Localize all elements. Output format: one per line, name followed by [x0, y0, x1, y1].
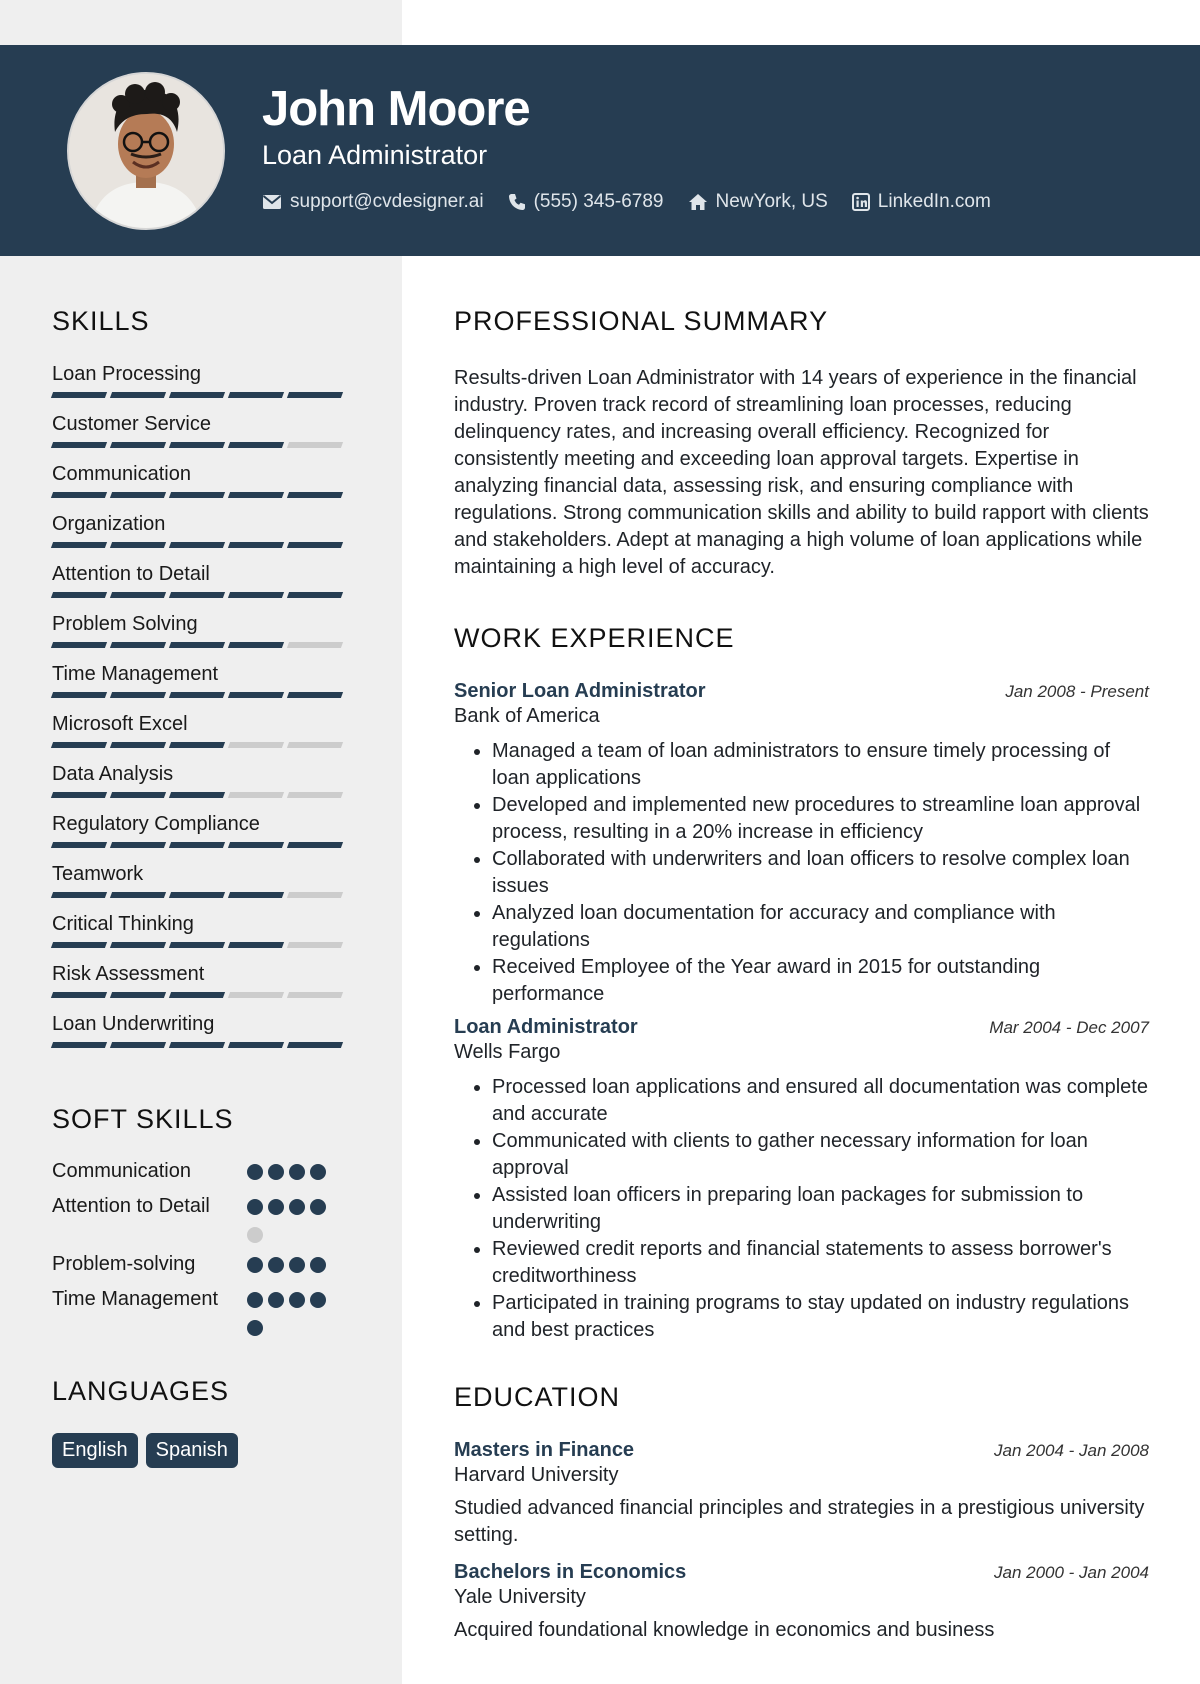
skill-level-segment [287, 942, 343, 948]
skill-level-segment [228, 792, 284, 798]
contact-phone[interactable] [508, 191, 664, 213]
job-list [454, 680, 1149, 1344]
skill-item [52, 512, 362, 562]
education-entry [454, 1439, 1149, 1549]
contact-email-text: support@cvdesigner.ai [290, 191, 484, 212]
skill-level-segment [110, 942, 166, 948]
job-bullet: • Processed loan applications and ensured all documentation was complete and accurate [492, 1074, 1149, 1128]
skill-level-segment [51, 742, 107, 748]
job-bullets [454, 1074, 1149, 1344]
soft-skills-heading: SOFT SKILLS [52, 1104, 234, 1134]
rating-dot [310, 1257, 326, 1273]
soft-skill-rating [247, 1158, 329, 1180]
skill-level-segment [228, 592, 284, 598]
skill-level-segment [169, 1042, 225, 1048]
soft-skill-item [52, 1158, 362, 1185]
skill-level-segment [51, 1042, 107, 1048]
skill-level-bar [52, 692, 362, 698]
language-badge: Spanish [146, 1433, 238, 1468]
school-name: Harvard University [454, 1464, 619, 1486]
skill-name: Risk Assessment [52, 963, 205, 985]
job-bullet: • Communicated with clients to gather necessary information for loan approval [492, 1128, 1149, 1182]
skill-level-segment [110, 642, 166, 648]
education-dates: Jan 2004 - Jan 2008 [993, 1441, 1149, 1460]
skill-level-segment [287, 1042, 343, 1048]
skill-name: Organization [52, 513, 166, 535]
education-header [454, 1561, 1149, 1584]
skill-level-segment [169, 892, 225, 898]
skill-level-segment [51, 392, 107, 398]
job-bullet: • Assisted loan officers in preparing loan packages for submission to underwriting [492, 1182, 1149, 1236]
skill-level-segment [169, 842, 225, 848]
skill-level-segment [287, 642, 343, 648]
skill-level-segment [228, 942, 284, 948]
school-name: Yale University [454, 1586, 586, 1608]
job-bullet: • Developed and implemented new procedures to streamline loan approval process, resulting in a 20% increase in efficiency [492, 792, 1149, 846]
job-title: Senior Loan Administrator [454, 680, 706, 702]
skill-level-bar [52, 592, 362, 598]
skill-level-segment [287, 542, 343, 548]
education-section [454, 1382, 1149, 1644]
skill-level-segment [51, 792, 107, 798]
job-bullet: • Analyzed loan documentation for accuracy and compliance with regulations [492, 900, 1149, 954]
skill-level-segment [110, 792, 166, 798]
rating-dot [310, 1292, 326, 1308]
skill-level-segment [228, 692, 284, 698]
skill-level-segment [228, 442, 284, 448]
skill-level-bar [52, 992, 362, 998]
skill-item [52, 362, 362, 412]
skill-level-segment [51, 492, 107, 498]
skill-level-bar [52, 492, 362, 498]
experience-heading: WORK EXPERIENCE [454, 623, 735, 653]
skill-level-bar [52, 742, 362, 748]
skill-level-segment [228, 742, 284, 748]
skill-level-segment [228, 392, 284, 398]
phone-icon [508, 193, 526, 211]
skill-level-bar [52, 892, 362, 898]
skill-item [52, 862, 362, 912]
skill-level-segment [287, 392, 343, 398]
skill-name: Critical Thinking [52, 913, 194, 935]
skill-level-segment [287, 592, 343, 598]
job-bullet: • Participated in training programs to stay updated on industry regulations and best practices [492, 1290, 1149, 1344]
job-dates: Jan 2008 - Present [1005, 682, 1149, 701]
skill-level-segment [169, 942, 225, 948]
skill-level-segment [110, 392, 166, 398]
skill-item [52, 612, 362, 662]
contact-list [262, 191, 991, 213]
summary-heading: PROFESSIONAL SUMMARY [454, 306, 829, 336]
skill-level-segment [51, 692, 107, 698]
skill-level-segment [169, 742, 225, 748]
candidate-role: Loan Administrator [262, 140, 488, 170]
skill-level-segment [51, 542, 107, 548]
skill-item [52, 662, 362, 712]
languages-list [52, 1433, 362, 1468]
summary-text: Results-driven Loan Administrator with 14 years of experience in the financial industry. Proven track record of streamlining loan processes, reducing delinquency rates, and increasing overall efficiency. Recognized for consistently meeting and exceeding loan approval targets. Expertise in analyzing financial data, assessing risk, and ensuring compliance with regulations. Strong communication skills and ability to build rapport with clients and stakeholders. Adept at managing a high volume of loan applications while maintaining a high level of accuracy. [454, 367, 1149, 578]
skill-level-segment [287, 842, 343, 848]
skill-level-segment [110, 742, 166, 748]
skill-level-bar [52, 1042, 362, 1048]
soft-skill-rating [247, 1251, 329, 1273]
skill-level-segment [287, 792, 343, 798]
skill-level-segment [228, 842, 284, 848]
education-entry [454, 1561, 1149, 1644]
contact-location-text: NewYork, US [715, 191, 828, 212]
degree-title: Masters in Finance [454, 1439, 635, 1461]
skill-level-segment [169, 792, 225, 798]
skill-name: Data Analysis [52, 763, 174, 785]
resume-header [0, 45, 1200, 256]
job-dates: Mar 2004 - Dec 2007 [989, 1018, 1149, 1037]
job-header [454, 1016, 1149, 1039]
skill-level-bar [52, 842, 362, 848]
skill-level-segment [287, 492, 343, 498]
skill-level-segment [51, 942, 107, 948]
skill-level-segment [51, 642, 107, 648]
job-header [454, 680, 1149, 703]
skill-level-segment [169, 592, 225, 598]
skill-level-segment [51, 442, 107, 448]
linkedin-icon [852, 193, 870, 211]
skill-level-segment [110, 592, 166, 598]
soft-skill-item [52, 1251, 362, 1278]
rating-dot [247, 1199, 263, 1215]
soft-skills-list [52, 1158, 362, 1336]
skill-level-bar [52, 392, 362, 398]
skill-level-segment [51, 892, 107, 898]
rating-dot [310, 1164, 326, 1180]
candidate-name: John Moore [262, 82, 530, 136]
contact-linkedin[interactable] [852, 191, 991, 213]
skill-name: Problem Solving [52, 613, 198, 635]
rating-dot [268, 1164, 284, 1180]
skill-name: Microsoft Excel [52, 713, 188, 735]
skill-name: Customer Service [52, 413, 211, 435]
job-bullet: • Managed a team of loan administrators to ensure timely processing of loan applications [492, 738, 1149, 792]
skill-name: Communication [52, 463, 191, 485]
rating-dot [289, 1199, 305, 1215]
job-company: Bank of America [454, 705, 600, 727]
skill-name: Attention to Detail [52, 563, 210, 585]
education-heading: EDUCATION [454, 1382, 621, 1412]
skill-item [52, 1012, 362, 1062]
job-entry [454, 680, 1149, 1008]
soft-skill-item [52, 1286, 362, 1336]
skill-level-segment [51, 992, 107, 998]
skill-item [52, 412, 362, 462]
rating-dot [289, 1164, 305, 1180]
skill-level-segment [110, 992, 166, 998]
contact-email[interactable] [262, 191, 484, 213]
envelope-icon [262, 194, 282, 210]
skill-level-bar [52, 442, 362, 448]
skill-level-segment [110, 542, 166, 548]
skill-level-segment [169, 992, 225, 998]
soft-skill-name: Time Management [52, 1288, 218, 1310]
job-title: Loan Administrator [454, 1016, 638, 1038]
skill-name: Loan Underwriting [52, 1013, 215, 1035]
rating-dot [289, 1292, 305, 1308]
skill-level-segment [287, 742, 343, 748]
rating-dot [247, 1257, 263, 1273]
job-bullet: • Received Employee of the Year award in 2015 for outstanding performance [492, 954, 1149, 1008]
skill-level-segment [169, 542, 225, 548]
skill-level-segment [110, 442, 166, 448]
rating-dot [310, 1199, 326, 1215]
avatar [67, 72, 225, 230]
job-bullets [454, 738, 1149, 1008]
home-icon [688, 193, 708, 211]
skill-level-segment [110, 842, 166, 848]
contact-location[interactable] [688, 191, 828, 213]
education-description: Studied advanced financial principles and strategies in a prestigious university setting. [454, 1497, 1145, 1546]
rating-dot [289, 1257, 305, 1273]
skill-level-segment [287, 992, 343, 998]
education-header [454, 1439, 1149, 1462]
soft-skill-name: Communication [52, 1160, 191, 1182]
skill-level-segment [287, 692, 343, 698]
skill-level-segment [51, 842, 107, 848]
skill-level-segment [110, 492, 166, 498]
contact-phone-text: (555) 345-6789 [533, 191, 664, 212]
job-entry [454, 1016, 1149, 1344]
skill-level-segment [169, 392, 225, 398]
job-company: Wells Fargo [454, 1041, 561, 1063]
skill-level-segment [169, 692, 225, 698]
soft-skill-rating [247, 1286, 329, 1336]
profile-photo [69, 74, 223, 228]
job-bullet: • Reviewed credit reports and financial statements to assess borrower's creditworthiness [492, 1236, 1149, 1290]
education-description: Acquired foundational knowledge in economics and business [454, 1619, 995, 1641]
skills-heading: SKILLS [52, 306, 150, 336]
skill-level-segment [110, 1042, 166, 1048]
skill-level-segment [169, 442, 225, 448]
skill-level-bar [52, 642, 362, 648]
skill-item [52, 912, 362, 962]
skill-level-bar [52, 942, 362, 948]
skill-level-segment [228, 992, 284, 998]
main-content [454, 306, 1149, 1656]
skill-item [52, 812, 362, 862]
soft-skill-rating [247, 1193, 329, 1243]
skill-name: Teamwork [52, 863, 144, 885]
contact-linkedin-text: LinkedIn.com [877, 191, 991, 212]
job-bullet: • Collaborated with underwriters and loan officers to resolve complex loan issues [492, 846, 1149, 900]
rating-dot [268, 1199, 284, 1215]
summary-section [454, 306, 1149, 581]
degree-title: Bachelors in Economics [454, 1561, 687, 1583]
sidebar [52, 306, 362, 1468]
languages-heading: LANGUAGES [52, 1376, 230, 1406]
skill-level-bar [52, 792, 362, 798]
education-list [454, 1439, 1149, 1644]
skill-item [52, 462, 362, 512]
skill-level-segment [110, 692, 166, 698]
rating-dot [247, 1320, 263, 1336]
skill-name: Regulatory Compliance [52, 813, 260, 835]
skill-level-segment [169, 492, 225, 498]
skill-level-segment [228, 542, 284, 548]
skill-level-segment [51, 592, 107, 598]
skill-level-segment [287, 442, 343, 448]
skill-level-segment [110, 892, 166, 898]
skill-level-segment [228, 642, 284, 648]
skill-level-segment [228, 892, 284, 898]
skill-level-segment [228, 1042, 284, 1048]
skill-name: Loan Processing [52, 363, 201, 385]
skill-item [52, 962, 362, 1012]
experience-section [454, 623, 1149, 1344]
soft-skill-name: Problem-solving [52, 1253, 196, 1275]
rating-dot [247, 1227, 263, 1243]
skill-level-segment [169, 642, 225, 648]
rating-dot [247, 1164, 263, 1180]
skill-level-bar [52, 542, 362, 548]
skill-item [52, 712, 362, 762]
rating-dot [247, 1292, 263, 1308]
language-badge: English [52, 1433, 138, 1468]
skill-item [52, 762, 362, 812]
skill-level-segment [228, 492, 284, 498]
rating-dot [268, 1257, 284, 1273]
soft-skill-item [52, 1193, 362, 1243]
skill-name: Time Management [52, 663, 218, 685]
soft-skill-name: Attention to Detail [52, 1195, 210, 1217]
skills-list [52, 362, 362, 1062]
rating-dot [268, 1292, 284, 1308]
education-dates: Jan 2000 - Jan 2004 [993, 1563, 1149, 1582]
skill-item [52, 562, 362, 612]
skill-level-segment [287, 892, 343, 898]
